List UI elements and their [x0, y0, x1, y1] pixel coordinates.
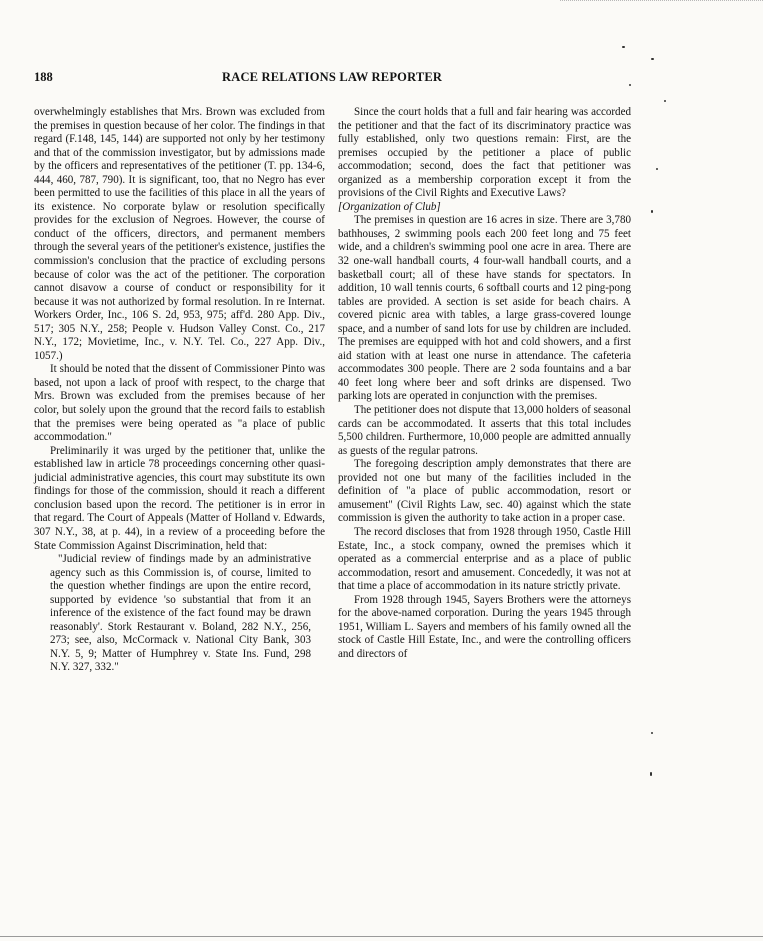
scan-speck	[664, 100, 666, 102]
right-column	[338, 106, 631, 661]
left-paragraph-3: Preliminarily it was urged by the petitioner that, unlike the established law in article 78 proceedings concerning other quasi-judicial administrative agencies, this court may substitute its own findings for those of the commission, should it reach a different conclusion based upon the record. The petitioner is in error in that regard. The Court of Appeals (Matter of Holland v. Edwards, 307 N.Y., 38, at p. 44), in a review of a proceeding before the State Commission Against Discrimination, held that:	[34, 444, 325, 552]
page-number: 188	[34, 70, 53, 84]
right-paragraph-4: The foregoing description amply demonstrates that there are provided not one but many of the facilities included in the definition of "a place of public accommodation, resort or amusement" (Civil Rights Law, sec. 40) against which the state commission is given the authority to take action in a proper case.	[338, 458, 631, 525]
right-paragraph-1: Since the court holds that a full and fair hearing was accorded the petitioner and that the fact of its discriminatory practice was fully established, only two questions remain: First, are the premises occupied by the petitioner a place of public accommodation; second, does the fact that petitioner was organized as a membership corporation except it from the provisions of the Civil Rights and Executive Laws?	[338, 106, 631, 200]
scan-speck	[651, 210, 653, 213]
running-head: RACE RELATIONS LAW REPORTER	[222, 70, 443, 84]
right-paragraph-5: The record discloses that from 1928 through 1950, Castle Hill Estate, Inc., a stock company, owned the premises which it operated as a commercial enterprise and as a place of public accommodation, resort and amusement. Concededly, it was not at that time a place of accommodation in its nature strictly private.	[338, 525, 631, 593]
scan-speck	[656, 168, 658, 170]
left-paragraph-2: It should be noted that the dissent of Commissioner Pinto was based, not upon a lack of proof with respect, to the charge that Mrs. Brown was excluded from the premises because of her color, but solely upon the ground that the record fails to establish that the premises were being operated as "a place of public accommodation."	[34, 363, 325, 444]
left-column	[34, 106, 325, 675]
right-paragraph-6: From 1928 through 1945, Sayers Brothers were the attorneys for the above-named corporation. During the years 1945 through 1951, William L. Sayers and members of his family owned all the stock of Castle Hill Estate, Inc., and were the controlling officers and directors of	[338, 593, 631, 660]
scan-speck	[651, 732, 653, 734]
scan-speck	[651, 58, 654, 60]
top-edge-dots	[560, 0, 763, 2]
scan-speck	[622, 46, 625, 48]
bottom-rule	[0, 936, 763, 937]
right-paragraph-3: The petitioner does not dispute that 13,000 holders of seasonal cards can be accommodated. It asserts that this total includes 5,500 children. Furthermore, 10,000 people are admitted annually as guests of the regular patrons.	[338, 404, 631, 457]
left-paragraph-1: overwhelmingly establishes that Mrs. Brown was excluded from the premises in question because of her color. The findings in that regard (F.148, 145, 144) are supported not only by her testimony and that of the commission investigator, but by admissions made by the officers and representatives of the petitioner (T. pp. 134-6, 444, 460, 787, 790). It is significant, too, that no Negro has ever been permitted to use the facilities of this place in all the years of its existence. No corporate bylaw or resolution specifically provides for the exclusion of Negroes. However, the course of conduct of the officers, directors, and permanent members through the several years of the petitioner's existence, justifies the commission's conclusion that the practice of excluding persons because of color was the act of the petitioner. The corporation cannot disavow a course of conduct or responsibility for it because it was not authorized by formal resolution. In re Internat. Workers Order, Inc., 106 S. 2d, 953, 975; aff'd. 280 App. Div., 517; 305 N.Y., 258; People v. Hudson Valley Const. Co., 217 N.Y., 172; Movietime, Inc., v. N.Y. Tel. Co., 227 App. Div., 1057.)	[34, 106, 325, 362]
scan-speck	[629, 84, 631, 86]
section-subhead: [Organization of Club]	[338, 200, 441, 213]
scan-speck	[650, 772, 652, 776]
block-quote: "Judicial review of findings made by an administrative agency such as this Commission is, of course, limited to the question whether findings are upon the entire record, supported by evidence 'so substantial that from it an inference of the existence of the fact found may be drawn reasonably'. Stork Restaurant v. Boland, 282 N.Y., 256, 273; see, also, McCormack v. National City Bank, 303 N.Y. 5, 9; Matter of Humphrey v. State Ins. Fund, 298 N.Y. 327, 332."	[50, 553, 311, 674]
right-paragraph-2: The premises in question are 16 acres in size. There are 3,780 bathhouses, 2 swimming pools each 200 feet long and 75 feet wide, and a children's swimming pool one acre in area. There are 32 one-wall handball courts, 4 four-wall handball courts, and a basketball court; all of these have stands for spectators. In addition, 10 wall tennis courts, 6 softball courts and 12 ping-pong tables are provided. A section is set aside for beach chairs. A covered picnic area with tables, a large grass-covered lounge space, and a number of sand lots for use by children are included. The premises are equipped with hot and cold showers, and a first aid station with at least one nurse in attendance. The cafeteria accommodates 300 people. There are 2 soda fountains and a bar 40 feet long where beer and soft drinks are dispensed. Two parking lots are operated in conjunction with the premises.	[338, 214, 631, 403]
